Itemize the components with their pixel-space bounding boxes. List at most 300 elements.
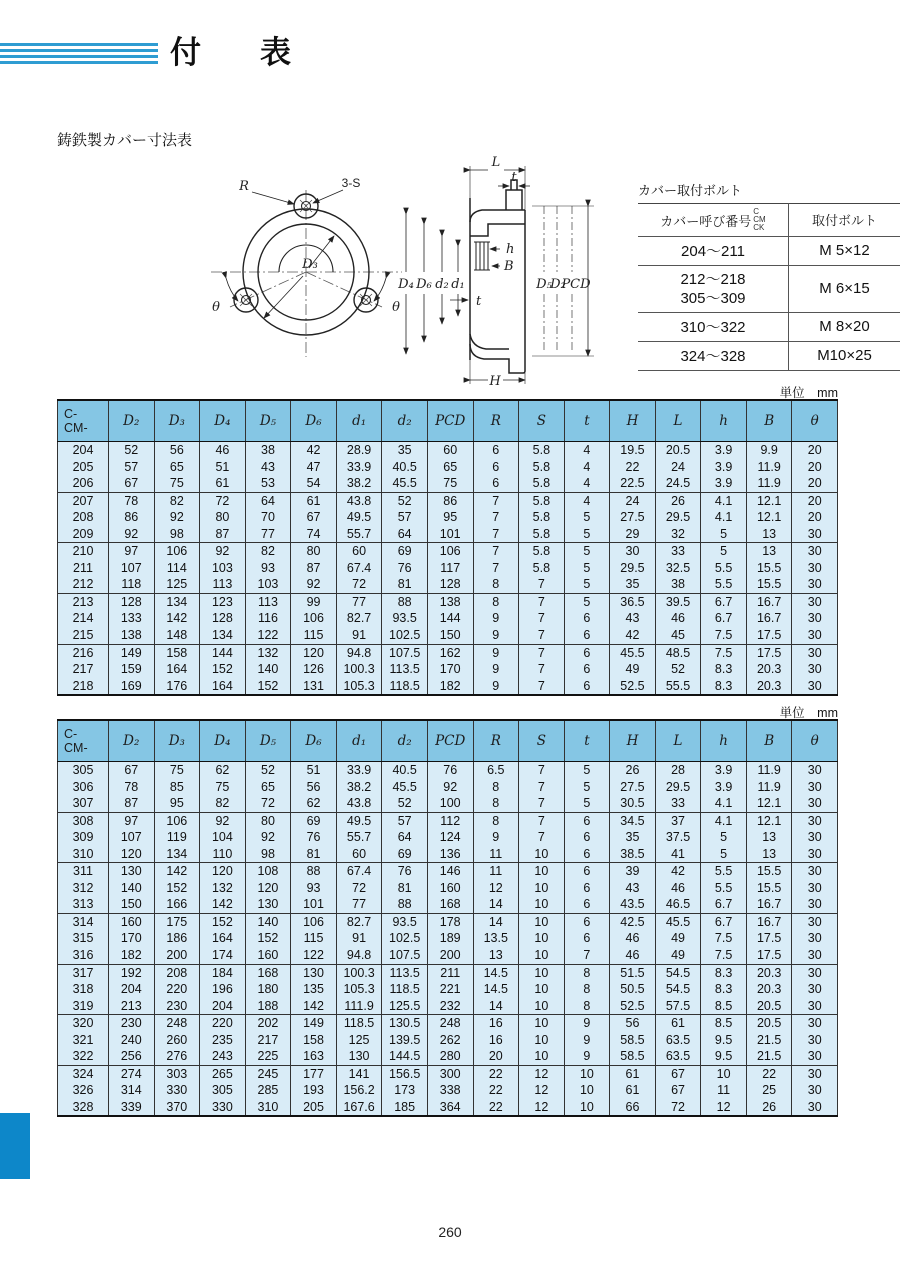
dim-cell: 169 bbox=[109, 678, 155, 696]
cover-number-range bbox=[638, 313, 789, 342]
dim-cell: 14 bbox=[473, 998, 519, 1015]
dim-cell: 134 bbox=[154, 846, 200, 863]
dim-cell: 98 bbox=[154, 526, 200, 543]
dim-cell: 105.3 bbox=[336, 981, 382, 998]
dim-cell: 150 bbox=[427, 627, 473, 644]
dim-cell: 20.5 bbox=[746, 998, 792, 1015]
dim-cell: 67.4 bbox=[336, 863, 382, 880]
dim-cell: 280 bbox=[427, 1048, 473, 1065]
dim-cell: 125.5 bbox=[382, 998, 428, 1015]
bolt-col2-label: 取付ボルト bbox=[811, 213, 877, 228]
dim-cell: 94.8 bbox=[336, 947, 382, 964]
column-header: D₆ bbox=[291, 400, 337, 442]
dim-cell: 7 bbox=[473, 492, 519, 509]
dim-cell: 101 bbox=[427, 526, 473, 543]
dim-cell: 33.9 bbox=[336, 762, 382, 779]
dim-cell: 12 bbox=[519, 1099, 565, 1117]
table-row bbox=[58, 560, 838, 577]
dim-cell: 308 bbox=[58, 812, 109, 829]
dim-cell: 75 bbox=[154, 762, 200, 779]
dim-cell: 64 bbox=[245, 492, 291, 509]
dim-cell: 27.5 bbox=[610, 779, 656, 796]
dim-cell: 118.5 bbox=[336, 1015, 382, 1032]
dim-cell: 61 bbox=[291, 492, 337, 509]
dim-cell: 63.5 bbox=[655, 1048, 701, 1065]
unit-label-table1: 単位 mm bbox=[779, 386, 838, 400]
dim-cell: 93 bbox=[291, 880, 337, 897]
dim-cell: 57.5 bbox=[655, 998, 701, 1015]
dim-cell: 5.5 bbox=[701, 560, 747, 577]
dim-cell: 10 bbox=[519, 1015, 565, 1032]
dim-cell: 63.5 bbox=[655, 1032, 701, 1049]
dim-cell: 49.5 bbox=[336, 812, 382, 829]
dim-cell: 77 bbox=[245, 526, 291, 543]
dim-cell: 81 bbox=[382, 880, 428, 897]
range-line: 212〜218 bbox=[680, 271, 746, 288]
dim-cell: 7 bbox=[564, 947, 610, 964]
dim-cell: 196 bbox=[200, 981, 246, 998]
table-row bbox=[58, 1048, 838, 1065]
dim-cell: 164 bbox=[154, 661, 200, 678]
dim-cell: 4.1 bbox=[701, 795, 747, 812]
column-header-id bbox=[58, 400, 109, 442]
dim-cell: 20.3 bbox=[746, 964, 792, 981]
dim-cell: 15.5 bbox=[746, 880, 792, 897]
dim-cell: 106 bbox=[154, 812, 200, 829]
dim-cell: 5.8 bbox=[519, 475, 565, 492]
dim-cell: 6 bbox=[564, 930, 610, 947]
dim-cell: 52.5 bbox=[610, 998, 656, 1015]
series-code: C bbox=[753, 207, 760, 216]
dim-cell: 29.5 bbox=[655, 509, 701, 526]
dim-cell: 30 bbox=[792, 998, 838, 1015]
dim-cell: 51 bbox=[200, 459, 246, 476]
table-row bbox=[58, 576, 838, 593]
dim-cell: 5 bbox=[701, 526, 747, 543]
dim-cell: 97 bbox=[109, 543, 155, 560]
bolt-col2-header bbox=[789, 204, 900, 237]
dim-cell: 112 bbox=[427, 812, 473, 829]
dim-cell: 34.5 bbox=[610, 812, 656, 829]
dim-cell: 7 bbox=[519, 610, 565, 627]
dim-cell: 5 bbox=[564, 576, 610, 593]
table-row bbox=[58, 593, 838, 610]
dim-cell: 55.7 bbox=[336, 829, 382, 846]
dim-cell: 130 bbox=[109, 863, 155, 880]
dim-cell: 45.5 bbox=[382, 475, 428, 492]
header-row bbox=[58, 400, 838, 442]
dim-cell: 38 bbox=[245, 442, 291, 459]
dim-cell: 76 bbox=[382, 863, 428, 880]
column-header: H bbox=[610, 400, 656, 442]
bolt-table-body bbox=[638, 237, 900, 371]
column-header: h bbox=[701, 400, 747, 442]
dim-cell: 16.7 bbox=[746, 593, 792, 610]
dim-cell: 42 bbox=[610, 627, 656, 644]
dim-cell: 285 bbox=[245, 1082, 291, 1099]
dim-cell: 7.5 bbox=[701, 947, 747, 964]
dim-cell: 6 bbox=[564, 678, 610, 696]
column-header: d₁ bbox=[336, 400, 382, 442]
dim-cell: 243 bbox=[200, 1048, 246, 1065]
dim-cell: 49 bbox=[655, 930, 701, 947]
dim-cell: 30 bbox=[792, 1032, 838, 1049]
dim-cell: 205 bbox=[291, 1099, 337, 1117]
dim-table2-wrap bbox=[57, 719, 838, 1117]
dim-cell: 102.5 bbox=[382, 627, 428, 644]
dim-cell: 17.5 bbox=[746, 947, 792, 964]
dim-cell: 6 bbox=[564, 610, 610, 627]
label-D5: D₅ bbox=[536, 277, 552, 292]
dim-cell: 61 bbox=[655, 1015, 701, 1032]
label-d2-small: d₂ bbox=[435, 277, 449, 292]
dim-cell: 5.8 bbox=[519, 459, 565, 476]
dim-cell: 65 bbox=[245, 779, 291, 796]
dim-cell: 209 bbox=[58, 526, 109, 543]
dim-cell: 5 bbox=[564, 795, 610, 812]
dim-cell: 130 bbox=[245, 896, 291, 913]
table-row bbox=[58, 1032, 838, 1049]
dim-cell: 62 bbox=[291, 795, 337, 812]
table-row bbox=[58, 930, 838, 947]
dim-cell: 35 bbox=[382, 442, 428, 459]
dim-cell: 30 bbox=[792, 863, 838, 880]
dim-cell: 200 bbox=[427, 947, 473, 964]
dim-cell: 5 bbox=[564, 593, 610, 610]
dim-cell: 142 bbox=[154, 610, 200, 627]
table-row bbox=[58, 543, 838, 560]
dim-cell: 98 bbox=[245, 846, 291, 863]
table-row bbox=[58, 1099, 838, 1117]
dim-cell: 8 bbox=[564, 981, 610, 998]
dim-cell: 117 bbox=[427, 560, 473, 577]
bolt-col1-label: カバー呼び番号 bbox=[660, 213, 752, 229]
dim-cell: 87 bbox=[200, 526, 246, 543]
column-header: D₅ bbox=[245, 400, 291, 442]
dim-cell: 92 bbox=[291, 576, 337, 593]
dim-cell: 324 bbox=[58, 1065, 109, 1082]
dim-cell: 113 bbox=[245, 593, 291, 610]
dim-cell: 142 bbox=[291, 998, 337, 1015]
dim-cell: 126 bbox=[291, 661, 337, 678]
dim-cell: 67 bbox=[109, 475, 155, 492]
table-row bbox=[58, 1082, 838, 1099]
dim-cell: 168 bbox=[427, 896, 473, 913]
column-header: D₄ bbox=[200, 720, 246, 762]
dim-cell: 33 bbox=[655, 543, 701, 560]
dim-table1-wrap bbox=[57, 399, 838, 696]
dim-cell: 186 bbox=[154, 930, 200, 947]
dim-cell: 43.5 bbox=[610, 896, 656, 913]
dim-cell: 43.8 bbox=[336, 492, 382, 509]
dim-cell: 55.7 bbox=[336, 526, 382, 543]
dim-cell: 128 bbox=[109, 593, 155, 610]
dim-cell: 17.5 bbox=[746, 644, 792, 661]
dim-cell: 92 bbox=[245, 829, 291, 846]
dim-cell: 321 bbox=[58, 1032, 109, 1049]
dim-cell: 38.2 bbox=[336, 779, 382, 796]
dim-cell: 45 bbox=[655, 627, 701, 644]
dim-cell: 100.3 bbox=[336, 964, 382, 981]
dim-cell: 48.5 bbox=[655, 644, 701, 661]
dim-cell: 5 bbox=[564, 509, 610, 526]
dim-cell: 6 bbox=[564, 812, 610, 829]
dim-cell: 33.9 bbox=[336, 459, 382, 476]
dim-cell: 29 bbox=[610, 526, 656, 543]
dim-cell: 3.9 bbox=[701, 459, 747, 476]
dim-cell: 208 bbox=[58, 509, 109, 526]
dim-cell: 52.5 bbox=[610, 678, 656, 696]
dim-cell: 319 bbox=[58, 998, 109, 1015]
dim-cell: 130 bbox=[291, 964, 337, 981]
dim-cell: 182 bbox=[427, 678, 473, 696]
dim-cell: 102.5 bbox=[382, 930, 428, 947]
dim-cell: 12.1 bbox=[746, 492, 792, 509]
dim-cell: 6 bbox=[564, 846, 610, 863]
dim-cell: 10 bbox=[519, 930, 565, 947]
dim-cell: 178 bbox=[427, 913, 473, 930]
dim-cell: 206 bbox=[58, 475, 109, 492]
dim-cell: 8 bbox=[473, 795, 519, 812]
dim-cell: 303 bbox=[154, 1065, 200, 1082]
table-row bbox=[58, 1065, 838, 1082]
column-header: PCD bbox=[427, 400, 473, 442]
column-header: D₃ bbox=[154, 720, 200, 762]
dim-cell: 328 bbox=[58, 1099, 109, 1117]
dim-cell: 67 bbox=[655, 1082, 701, 1099]
dim-cell: 99 bbox=[291, 593, 337, 610]
section-title: 鋳鉄製カバー寸法表 bbox=[57, 132, 193, 149]
dim-cell: 10 bbox=[519, 981, 565, 998]
dim-cell: 6 bbox=[564, 627, 610, 644]
dim-cell: 5.8 bbox=[519, 526, 565, 543]
dim-cell: 80 bbox=[200, 509, 246, 526]
dim-cell: 315 bbox=[58, 930, 109, 947]
dim-cell: 150 bbox=[109, 896, 155, 913]
dim-cell: 7.5 bbox=[701, 627, 747, 644]
range-line: 204〜211 bbox=[681, 242, 745, 260]
dim-cell: 5.5 bbox=[701, 880, 747, 897]
dim-cell: 104 bbox=[200, 829, 246, 846]
dim-cell: 134 bbox=[154, 593, 200, 610]
table-row bbox=[58, 964, 838, 981]
column-header: S bbox=[519, 400, 565, 442]
label-B: B bbox=[504, 259, 514, 274]
dim-cell: 57 bbox=[109, 459, 155, 476]
dim-cell: 10 bbox=[519, 998, 565, 1015]
dim-cell: 64 bbox=[382, 526, 428, 543]
dim-cell: 5.8 bbox=[519, 442, 565, 459]
dim-cell: 8 bbox=[473, 576, 519, 593]
dim-cell: 134 bbox=[200, 627, 246, 644]
dim-cell: 123 bbox=[200, 593, 246, 610]
dim-cell: 138 bbox=[427, 593, 473, 610]
dim-cell: 69 bbox=[291, 812, 337, 829]
bolt-table-row bbox=[638, 313, 900, 342]
dim-cell: 202 bbox=[245, 1015, 291, 1032]
label-D6: D₆ bbox=[416, 277, 432, 292]
dim-cell: 339 bbox=[109, 1099, 155, 1117]
dim-cell: 62 bbox=[200, 762, 246, 779]
dim-cell: 88 bbox=[291, 863, 337, 880]
dim-cell: 245 bbox=[245, 1065, 291, 1082]
table-row bbox=[58, 442, 838, 459]
table-row bbox=[58, 947, 838, 964]
dim-cell: 20.5 bbox=[746, 1015, 792, 1032]
dim-cell: 168 bbox=[245, 964, 291, 981]
dim-cell: 20 bbox=[792, 509, 838, 526]
dim-cell: 9 bbox=[564, 1048, 610, 1065]
dim-cell: 52 bbox=[109, 442, 155, 459]
dim-cell: 162 bbox=[427, 644, 473, 661]
dim-cell: 128 bbox=[200, 610, 246, 627]
dim-cell: 12 bbox=[519, 1065, 565, 1082]
dim-cell: 314 bbox=[58, 913, 109, 930]
dim-cell: 106 bbox=[291, 913, 337, 930]
table-row bbox=[58, 661, 838, 678]
dim-cell: 30 bbox=[792, 913, 838, 930]
dim-cell: 5.8 bbox=[519, 560, 565, 577]
dim-cell: 103 bbox=[200, 560, 246, 577]
unit-label-table2: 単位 mm bbox=[779, 706, 838, 720]
dim-cell: 221 bbox=[427, 981, 473, 998]
id-header-line: CM- bbox=[64, 421, 88, 435]
dim-cell: 36.5 bbox=[610, 593, 656, 610]
dim-cell: 193 bbox=[291, 1082, 337, 1099]
id-header-line: C- bbox=[64, 727, 78, 741]
dim-cell: 5 bbox=[701, 543, 747, 560]
dim-cell: 87 bbox=[291, 560, 337, 577]
column-header: L bbox=[655, 400, 701, 442]
dim-cell: 120 bbox=[109, 846, 155, 863]
dim-cell: 43 bbox=[610, 880, 656, 897]
dim-cell: 175 bbox=[154, 913, 200, 930]
dim-cell: 130 bbox=[336, 1048, 382, 1065]
dim-cell: 12.1 bbox=[746, 812, 792, 829]
dim-cell: 8 bbox=[473, 593, 519, 610]
dim-cell: 260 bbox=[154, 1032, 200, 1049]
dim-cell: 13 bbox=[746, 526, 792, 543]
table-row bbox=[58, 678, 838, 696]
dim-cell: 22 bbox=[473, 1065, 519, 1082]
dim-table-2 bbox=[57, 719, 838, 1117]
dim-cell: 152 bbox=[245, 930, 291, 947]
dim-cell: 94.8 bbox=[336, 644, 382, 661]
dim-cell: 92 bbox=[109, 526, 155, 543]
dim-cell: 97 bbox=[109, 812, 155, 829]
cover-number-range bbox=[638, 237, 789, 266]
dim-cell: 21.5 bbox=[746, 1048, 792, 1065]
dim-cell: 75 bbox=[427, 475, 473, 492]
column-header: R bbox=[473, 720, 519, 762]
dim-cell: 212 bbox=[58, 576, 109, 593]
dim-cell: 4 bbox=[564, 475, 610, 492]
dim-cell: 6 bbox=[564, 880, 610, 897]
dim-cell: 22 bbox=[473, 1099, 519, 1117]
dim-cell: 113 bbox=[200, 576, 246, 593]
dim-cell: 8 bbox=[473, 812, 519, 829]
column-header: D₅ bbox=[245, 720, 291, 762]
dim-cell: 7 bbox=[519, 678, 565, 696]
dim-cell: 11 bbox=[701, 1082, 747, 1099]
dim-cell: 7 bbox=[519, 627, 565, 644]
dim-cell: 6 bbox=[564, 896, 610, 913]
dim-cell: 256 bbox=[109, 1048, 155, 1065]
dim-cell: 210 bbox=[58, 543, 109, 560]
bolt-col1-header bbox=[638, 204, 789, 237]
dim-cell: 316 bbox=[58, 947, 109, 964]
dim-cell: 114 bbox=[154, 560, 200, 577]
dim-cell: 248 bbox=[154, 1015, 200, 1032]
dim-cell: 115 bbox=[291, 627, 337, 644]
dim-cell: 8.3 bbox=[701, 981, 747, 998]
dim-cell: 5 bbox=[564, 779, 610, 796]
label-h: h bbox=[506, 242, 515, 257]
dim-cell: 40.5 bbox=[382, 762, 428, 779]
dim-cell: 6.7 bbox=[701, 610, 747, 627]
dim-cell: 46 bbox=[200, 442, 246, 459]
dim-cell: 54.5 bbox=[655, 981, 701, 998]
page-number: 260 bbox=[438, 1224, 462, 1240]
dim-cell: 22 bbox=[610, 459, 656, 476]
dim-table-1 bbox=[57, 399, 838, 696]
dim-cell: 8 bbox=[564, 998, 610, 1015]
dim-cell: 17.5 bbox=[746, 930, 792, 947]
dim-cell: 248 bbox=[427, 1015, 473, 1032]
dim-cell: 6 bbox=[564, 913, 610, 930]
dim-cell: 213 bbox=[58, 593, 109, 610]
dim-cell: 189 bbox=[427, 930, 473, 947]
dim-cell: 88 bbox=[382, 593, 428, 610]
bolt-table-row bbox=[638, 342, 900, 371]
dim-cell: 7 bbox=[519, 661, 565, 678]
column-header: θ bbox=[792, 720, 838, 762]
dim-cell: 33 bbox=[655, 795, 701, 812]
dim-cell: 91 bbox=[336, 627, 382, 644]
dim-cell: 312 bbox=[58, 880, 109, 897]
dim-cell: 185 bbox=[382, 1099, 428, 1117]
table-row bbox=[58, 509, 838, 526]
dim-cell: 61 bbox=[610, 1082, 656, 1099]
dim-cell: 30 bbox=[792, 1082, 838, 1099]
table-row bbox=[58, 998, 838, 1015]
dim-cell: 149 bbox=[109, 644, 155, 661]
label-radius: R bbox=[239, 179, 249, 194]
dim-cell: 214 bbox=[58, 610, 109, 627]
dim-cell: 7 bbox=[519, 644, 565, 661]
dim-cell: 6.7 bbox=[701, 913, 747, 930]
label-D4: D₄ bbox=[398, 277, 414, 292]
dim-cell: 9 bbox=[564, 1032, 610, 1049]
dim-cell: 87 bbox=[109, 795, 155, 812]
dim-cell: 317 bbox=[58, 964, 109, 981]
dim-cell: 24 bbox=[655, 459, 701, 476]
dim-cell: 45.5 bbox=[655, 913, 701, 930]
dim-cell: 11.9 bbox=[746, 459, 792, 476]
dim-cell: 78 bbox=[109, 779, 155, 796]
dim-cell: 43 bbox=[245, 459, 291, 476]
dim-cell: 218 bbox=[58, 678, 109, 696]
dim-cell: 76 bbox=[427, 762, 473, 779]
dim-cell: 82.7 bbox=[336, 913, 382, 930]
dim-cell: 72 bbox=[200, 492, 246, 509]
dim-cell: 6 bbox=[564, 644, 610, 661]
dim-cell: 30 bbox=[792, 560, 838, 577]
dim-cell: 176 bbox=[154, 678, 200, 696]
dim-cell: 30 bbox=[792, 661, 838, 678]
dim-cell: 29.5 bbox=[655, 779, 701, 796]
dim-cell: 313 bbox=[58, 896, 109, 913]
